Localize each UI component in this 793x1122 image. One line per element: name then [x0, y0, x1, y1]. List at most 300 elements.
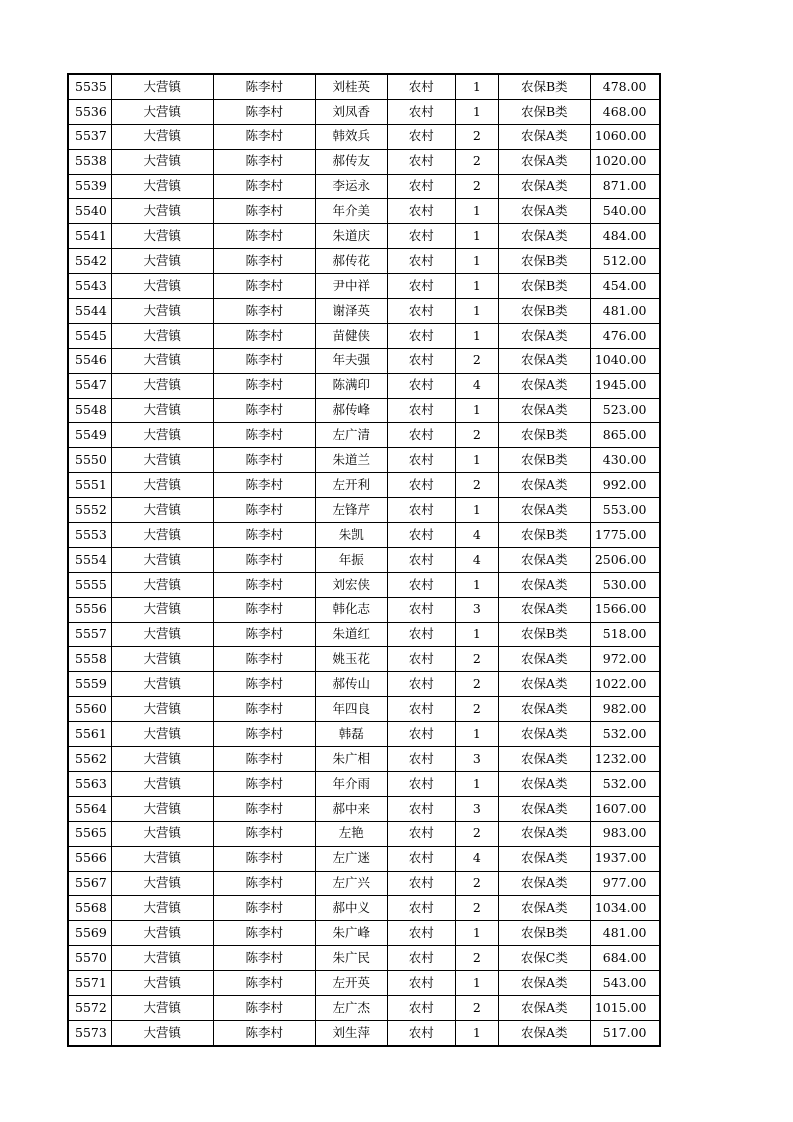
cell-household-type: 农村 — [387, 896, 455, 921]
table-row — [68, 398, 660, 423]
cell-person-name: 年夫强 — [315, 348, 387, 373]
cell-member-count: 2 — [455, 896, 498, 921]
cell-person-name: 尹中祥 — [315, 274, 387, 299]
cell-village: 陈李村 — [213, 299, 315, 324]
cell-row-id: 5552 — [68, 498, 111, 523]
cell-village: 陈李村 — [213, 995, 315, 1020]
cell-person-name: 陈满印 — [315, 373, 387, 398]
cell-town: 大营镇 — [111, 498, 213, 523]
cell-person-name: 左广清 — [315, 423, 387, 448]
cell-town: 大营镇 — [111, 149, 213, 174]
cell-row-id: 5565 — [68, 821, 111, 846]
cell-household-type: 农村 — [387, 821, 455, 846]
table-row — [68, 572, 660, 597]
cell-town: 大营镇 — [111, 722, 213, 747]
cell-town: 大营镇 — [111, 647, 213, 672]
cell-row-id: 5558 — [68, 647, 111, 672]
table-row — [68, 995, 660, 1020]
table-row — [68, 224, 660, 249]
cell-amount: 2506.00 — [590, 547, 659, 572]
cell-row-id: 5541 — [68, 224, 111, 249]
cell-village: 陈李村 — [213, 398, 315, 423]
cell-amount: 865.00 — [590, 423, 659, 448]
cell-row-id: 5563 — [68, 771, 111, 796]
cell-insurance-class: 农保A类 — [498, 149, 590, 174]
cell-household-type: 农村 — [387, 547, 455, 572]
cell-person-name: 朱道庆 — [315, 224, 387, 249]
cell-person-name: 郝中来 — [315, 796, 387, 821]
cell-insurance-class: 农保B类 — [498, 622, 590, 647]
cell-household-type: 农村 — [387, 672, 455, 697]
cell-insurance-class: 农保A类 — [498, 821, 590, 846]
cell-town: 大营镇 — [111, 995, 213, 1020]
cell-amount: 1945.00 — [590, 373, 659, 398]
cell-member-count: 2 — [455, 672, 498, 697]
cell-amount: 532.00 — [590, 771, 659, 796]
cell-village: 陈李村 — [213, 547, 315, 572]
cell-row-id: 5566 — [68, 846, 111, 871]
cell-village: 陈李村 — [213, 896, 315, 921]
cell-person-name: 韩磊 — [315, 722, 387, 747]
cell-row-id: 5551 — [68, 473, 111, 498]
cell-row-id: 5537 — [68, 124, 111, 149]
cell-insurance-class: 农保A类 — [498, 871, 590, 896]
cell-amount: 454.00 — [590, 274, 659, 299]
cell-town: 大营镇 — [111, 199, 213, 224]
cell-member-count: 1 — [455, 323, 498, 348]
cell-amount: 517.00 — [590, 1020, 659, 1045]
cell-row-id: 5561 — [68, 722, 111, 747]
cell-row-id: 5568 — [68, 896, 111, 921]
cell-row-id: 5545 — [68, 323, 111, 348]
cell-village: 陈李村 — [213, 846, 315, 871]
cell-household-type: 农村 — [387, 299, 455, 324]
cell-row-id: 5573 — [68, 1020, 111, 1045]
cell-town: 大营镇 — [111, 373, 213, 398]
cell-town: 大营镇 — [111, 597, 213, 622]
cell-town: 大营镇 — [111, 921, 213, 946]
cell-amount: 481.00 — [590, 299, 659, 324]
table-row — [68, 871, 660, 896]
table-row — [68, 174, 660, 199]
table-row — [68, 199, 660, 224]
cell-amount: 972.00 — [590, 647, 659, 672]
table-row — [68, 597, 660, 622]
cell-amount: 430.00 — [590, 448, 659, 473]
cell-village: 陈李村 — [213, 498, 315, 523]
cell-person-name: 左广兴 — [315, 871, 387, 896]
cell-amount: 982.00 — [590, 697, 659, 722]
cell-village: 陈李村 — [213, 771, 315, 796]
cell-person-name: 刘凤香 — [315, 99, 387, 124]
table-row — [68, 796, 660, 821]
cell-household-type: 农村 — [387, 174, 455, 199]
cell-member-count: 4 — [455, 547, 498, 572]
cell-insurance-class: 农保A类 — [498, 971, 590, 996]
cell-town: 大营镇 — [111, 398, 213, 423]
cell-member-count: 2 — [455, 473, 498, 498]
cell-household-type: 农村 — [387, 722, 455, 747]
cell-village: 陈李村 — [213, 348, 315, 373]
cell-household-type: 农村 — [387, 99, 455, 124]
cell-row-id: 5556 — [68, 597, 111, 622]
table-row — [68, 622, 660, 647]
cell-town: 大营镇 — [111, 348, 213, 373]
cell-household-type: 农村 — [387, 498, 455, 523]
cell-town: 大营镇 — [111, 249, 213, 274]
cell-row-id: 5542 — [68, 249, 111, 274]
cell-village: 陈李村 — [213, 946, 315, 971]
cell-household-type: 农村 — [387, 199, 455, 224]
cell-village: 陈李村 — [213, 74, 315, 99]
table-row — [68, 299, 660, 324]
cell-town: 大营镇 — [111, 299, 213, 324]
cell-household-type: 农村 — [387, 995, 455, 1020]
cell-village: 陈李村 — [213, 149, 315, 174]
table-row — [68, 946, 660, 971]
cell-insurance-class: 农保A类 — [498, 473, 590, 498]
cell-household-type: 农村 — [387, 423, 455, 448]
cell-row-id: 5559 — [68, 672, 111, 697]
cell-insurance-class: 农保A类 — [498, 647, 590, 672]
cell-amount: 484.00 — [590, 224, 659, 249]
cell-row-id: 5555 — [68, 572, 111, 597]
cell-insurance-class: 农保A类 — [498, 722, 590, 747]
cell-insurance-class: 农保A类 — [498, 896, 590, 921]
cell-insurance-class: 农保A类 — [498, 747, 590, 772]
cell-household-type: 农村 — [387, 448, 455, 473]
cell-household-type: 农村 — [387, 946, 455, 971]
cell-town: 大营镇 — [111, 274, 213, 299]
cell-town: 大营镇 — [111, 523, 213, 548]
cell-insurance-class: 农保A类 — [498, 498, 590, 523]
cell-member-count: 2 — [455, 995, 498, 1020]
table-row — [68, 348, 660, 373]
cell-insurance-class: 农保A类 — [498, 572, 590, 597]
cell-town: 大营镇 — [111, 971, 213, 996]
cell-member-count: 2 — [455, 124, 498, 149]
cell-person-name: 朱道红 — [315, 622, 387, 647]
cell-village: 陈李村 — [213, 523, 315, 548]
cell-member-count: 1 — [455, 448, 498, 473]
cell-insurance-class: 农保A类 — [498, 224, 590, 249]
cell-insurance-class: 农保A类 — [498, 597, 590, 622]
cell-person-name: 谢泽英 — [315, 299, 387, 324]
cell-insurance-class: 农保B类 — [498, 523, 590, 548]
cell-insurance-class: 农保B类 — [498, 249, 590, 274]
cell-amount: 1937.00 — [590, 846, 659, 871]
cell-member-count: 2 — [455, 821, 498, 846]
cell-insurance-class: 农保A类 — [498, 547, 590, 572]
cell-insurance-class: 农保A类 — [498, 398, 590, 423]
cell-row-id: 5560 — [68, 697, 111, 722]
cell-row-id: 5548 — [68, 398, 111, 423]
cell-member-count: 4 — [455, 373, 498, 398]
table-row — [68, 846, 660, 871]
table-row — [68, 1020, 660, 1045]
cell-household-type: 农村 — [387, 747, 455, 772]
cell-amount: 476.00 — [590, 323, 659, 348]
table-body — [68, 74, 660, 1046]
cell-town: 大营镇 — [111, 74, 213, 99]
cell-insurance-class: 农保A类 — [498, 697, 590, 722]
cell-member-count: 4 — [455, 846, 498, 871]
cell-person-name: 年振 — [315, 547, 387, 572]
cell-row-id: 5547 — [68, 373, 111, 398]
cell-row-id: 5546 — [68, 348, 111, 373]
cell-insurance-class: 农保A类 — [498, 1020, 590, 1045]
cell-household-type: 农村 — [387, 971, 455, 996]
cell-member-count: 2 — [455, 174, 498, 199]
cell-village: 陈李村 — [213, 448, 315, 473]
cell-amount: 481.00 — [590, 921, 659, 946]
cell-village: 陈李村 — [213, 224, 315, 249]
cell-row-id: 5567 — [68, 871, 111, 896]
cell-insurance-class: 农保A类 — [498, 174, 590, 199]
cell-member-count: 1 — [455, 498, 498, 523]
cell-insurance-class: 农保C类 — [498, 946, 590, 971]
cell-village: 陈李村 — [213, 747, 315, 772]
table-row — [68, 124, 660, 149]
cell-household-type: 农村 — [387, 647, 455, 672]
cell-member-count: 2 — [455, 149, 498, 174]
cell-town: 大营镇 — [111, 896, 213, 921]
cell-member-count: 1 — [455, 622, 498, 647]
cell-village: 陈李村 — [213, 199, 315, 224]
cell-household-type: 农村 — [387, 697, 455, 722]
cell-row-id: 5554 — [68, 547, 111, 572]
cell-insurance-class: 农保B类 — [498, 921, 590, 946]
cell-member-count: 1 — [455, 274, 498, 299]
cell-village: 陈李村 — [213, 373, 315, 398]
cell-row-id: 5539 — [68, 174, 111, 199]
table-row — [68, 274, 660, 299]
cell-member-count: 2 — [455, 348, 498, 373]
cell-insurance-class: 农保A类 — [498, 796, 590, 821]
cell-row-id: 5569 — [68, 921, 111, 946]
cell-amount: 1020.00 — [590, 149, 659, 174]
table-row — [68, 547, 660, 572]
cell-person-name: 郝传峰 — [315, 398, 387, 423]
cell-household-type: 农村 — [387, 398, 455, 423]
cell-amount: 1566.00 — [590, 597, 659, 622]
cell-village: 陈李村 — [213, 597, 315, 622]
cell-member-count: 1 — [455, 99, 498, 124]
cell-person-name: 郝传山 — [315, 672, 387, 697]
cell-member-count: 1 — [455, 971, 498, 996]
cell-person-name: 刘宏侠 — [315, 572, 387, 597]
cell-amount: 478.00 — [590, 74, 659, 99]
cell-insurance-class: 农保B类 — [498, 99, 590, 124]
cell-insurance-class: 农保A类 — [498, 124, 590, 149]
cell-town: 大营镇 — [111, 448, 213, 473]
cell-amount: 992.00 — [590, 473, 659, 498]
cell-village: 陈李村 — [213, 249, 315, 274]
cell-person-name: 姚玉花 — [315, 647, 387, 672]
table-row — [68, 99, 660, 124]
cell-row-id: 5557 — [68, 622, 111, 647]
cell-village: 陈李村 — [213, 423, 315, 448]
cell-household-type: 农村 — [387, 871, 455, 896]
cell-row-id: 5549 — [68, 423, 111, 448]
cell-town: 大营镇 — [111, 771, 213, 796]
cell-person-name: 年介雨 — [315, 771, 387, 796]
cell-village: 陈李村 — [213, 722, 315, 747]
table-row — [68, 498, 660, 523]
cell-member-count: 1 — [455, 299, 498, 324]
cell-town: 大营镇 — [111, 747, 213, 772]
cell-town: 大营镇 — [111, 174, 213, 199]
cell-household-type: 农村 — [387, 373, 455, 398]
cell-insurance-class: 农保A类 — [498, 846, 590, 871]
cell-village: 陈李村 — [213, 124, 315, 149]
table-row — [68, 921, 660, 946]
cell-village: 陈李村 — [213, 971, 315, 996]
cell-amount: 1607.00 — [590, 796, 659, 821]
cell-row-id: 5535 — [68, 74, 111, 99]
cell-row-id: 5536 — [68, 99, 111, 124]
cell-household-type: 农村 — [387, 523, 455, 548]
cell-member-count: 2 — [455, 423, 498, 448]
cell-town: 大营镇 — [111, 547, 213, 572]
cell-amount: 871.00 — [590, 174, 659, 199]
cell-amount: 553.00 — [590, 498, 659, 523]
cell-town: 大营镇 — [111, 473, 213, 498]
cell-row-id: 5550 — [68, 448, 111, 473]
cell-amount: 543.00 — [590, 971, 659, 996]
cell-person-name: 左广迷 — [315, 846, 387, 871]
cell-amount: 1775.00 — [590, 523, 659, 548]
cell-household-type: 农村 — [387, 597, 455, 622]
cell-member-count: 1 — [455, 1020, 498, 1045]
cell-amount: 468.00 — [590, 99, 659, 124]
cell-village: 陈李村 — [213, 697, 315, 722]
table-row — [68, 896, 660, 921]
cell-insurance-class: 农保B类 — [498, 299, 590, 324]
cell-person-name: 左开英 — [315, 971, 387, 996]
cell-row-id: 5564 — [68, 796, 111, 821]
cell-town: 大营镇 — [111, 672, 213, 697]
cell-village: 陈李村 — [213, 174, 315, 199]
table-row — [68, 473, 660, 498]
cell-insurance-class: 农保B类 — [498, 274, 590, 299]
cell-village: 陈李村 — [213, 473, 315, 498]
table-row — [68, 149, 660, 174]
table-row — [68, 249, 660, 274]
cell-town: 大营镇 — [111, 572, 213, 597]
cell-member-count: 1 — [455, 722, 498, 747]
cell-household-type: 农村 — [387, 622, 455, 647]
cell-insurance-class: 农保B类 — [498, 423, 590, 448]
cell-household-type: 农村 — [387, 572, 455, 597]
cell-town: 大营镇 — [111, 323, 213, 348]
cell-insurance-class: 农保A类 — [498, 199, 590, 224]
cell-village: 陈李村 — [213, 99, 315, 124]
cell-household-type: 农村 — [387, 473, 455, 498]
cell-member-count: 1 — [455, 572, 498, 597]
cell-amount: 1060.00 — [590, 124, 659, 149]
cell-town: 大营镇 — [111, 846, 213, 871]
cell-household-type: 农村 — [387, 1020, 455, 1045]
cell-row-id: 5543 — [68, 274, 111, 299]
cell-insurance-class: 农保A类 — [498, 373, 590, 398]
cell-person-name: 年四良 — [315, 697, 387, 722]
cell-village: 陈李村 — [213, 821, 315, 846]
cell-member-count: 1 — [455, 249, 498, 274]
cell-member-count: 4 — [455, 523, 498, 548]
cell-member-count: 2 — [455, 647, 498, 672]
cell-town: 大营镇 — [111, 622, 213, 647]
cell-amount: 532.00 — [590, 722, 659, 747]
table-row — [68, 448, 660, 473]
cell-amount: 1015.00 — [590, 995, 659, 1020]
cell-row-id: 5572 — [68, 995, 111, 1020]
cell-household-type: 农村 — [387, 124, 455, 149]
cell-household-type: 农村 — [387, 323, 455, 348]
cell-insurance-class: 农保A类 — [498, 995, 590, 1020]
cell-person-name: 韩效兵 — [315, 124, 387, 149]
cell-household-type: 农村 — [387, 249, 455, 274]
cell-insurance-class: 农保A类 — [498, 771, 590, 796]
cell-amount: 540.00 — [590, 199, 659, 224]
cell-person-name: 年介美 — [315, 199, 387, 224]
cell-household-type: 农村 — [387, 796, 455, 821]
cell-row-id: 5553 — [68, 523, 111, 548]
table-row — [68, 74, 660, 99]
cell-person-name: 朱凯 — [315, 523, 387, 548]
cell-village: 陈李村 — [213, 323, 315, 348]
cell-household-type: 农村 — [387, 348, 455, 373]
cell-member-count: 3 — [455, 597, 498, 622]
cell-member-count: 1 — [455, 771, 498, 796]
cell-person-name: 韩化志 — [315, 597, 387, 622]
cell-village: 陈李村 — [213, 1020, 315, 1045]
cell-member-count: 2 — [455, 946, 498, 971]
cell-amount: 523.00 — [590, 398, 659, 423]
cell-person-name: 左开利 — [315, 473, 387, 498]
cell-town: 大营镇 — [111, 1020, 213, 1045]
cell-member-count: 2 — [455, 697, 498, 722]
cell-household-type: 农村 — [387, 74, 455, 99]
cell-person-name: 朱广峰 — [315, 921, 387, 946]
cell-town: 大营镇 — [111, 224, 213, 249]
cell-row-id: 5540 — [68, 199, 111, 224]
cell-village: 陈李村 — [213, 622, 315, 647]
cell-household-type: 农村 — [387, 921, 455, 946]
cell-amount: 983.00 — [590, 821, 659, 846]
cell-insurance-class: 农保B类 — [498, 448, 590, 473]
cell-town: 大营镇 — [111, 697, 213, 722]
cell-insurance-class: 农保A类 — [498, 323, 590, 348]
cell-village: 陈李村 — [213, 672, 315, 697]
cell-member-count: 1 — [455, 921, 498, 946]
cell-amount: 977.00 — [590, 871, 659, 896]
roster-table — [67, 73, 661, 1047]
cell-household-type: 农村 — [387, 771, 455, 796]
cell-member-count: 1 — [455, 398, 498, 423]
cell-town: 大营镇 — [111, 821, 213, 846]
cell-village: 陈李村 — [213, 796, 315, 821]
cell-amount: 1022.00 — [590, 672, 659, 697]
cell-person-name: 朱广民 — [315, 946, 387, 971]
cell-town: 大营镇 — [111, 946, 213, 971]
cell-amount: 518.00 — [590, 622, 659, 647]
cell-member-count: 2 — [455, 871, 498, 896]
cell-row-id: 5571 — [68, 971, 111, 996]
cell-amount: 1034.00 — [590, 896, 659, 921]
cell-person-name: 刘桂英 — [315, 74, 387, 99]
cell-amount: 512.00 — [590, 249, 659, 274]
